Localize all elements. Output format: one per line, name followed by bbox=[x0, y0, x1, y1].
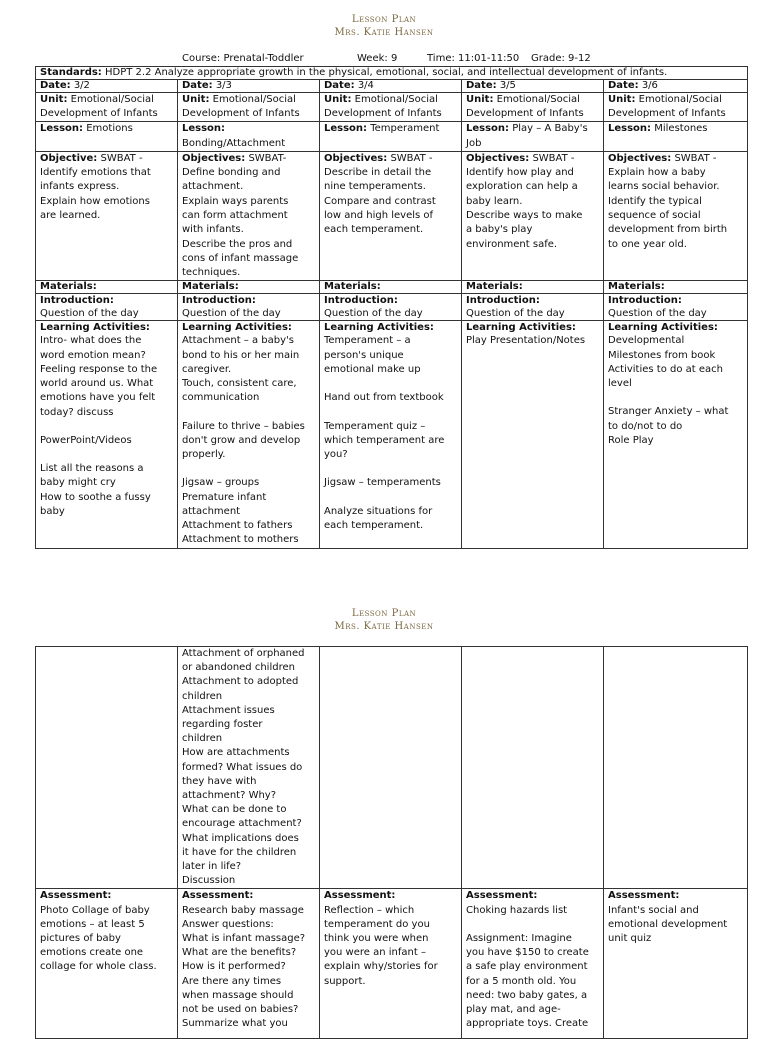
objective-text bbox=[40, 166, 173, 223]
learning-cell bbox=[36, 321, 178, 548]
date-label: Date: bbox=[40, 80, 71, 91]
assessment-label: Assessment: bbox=[324, 890, 396, 902]
date-cell bbox=[604, 80, 748, 93]
date-label: Date: bbox=[608, 80, 639, 91]
continued-line: How are attachments bbox=[182, 747, 290, 759]
learning-line bbox=[324, 377, 457, 391]
learning-line: word emotion mean? bbox=[40, 349, 146, 361]
objective-swbat: SWBAT - bbox=[97, 152, 143, 164]
learning-line: don't grow and develop bbox=[182, 434, 301, 446]
continued-line: it have for the children bbox=[182, 846, 297, 858]
grade-label: Grade: 9-12 bbox=[531, 53, 591, 64]
introduction-cell bbox=[462, 294, 604, 321]
learning-line bbox=[182, 462, 315, 476]
empty-cell bbox=[604, 647, 748, 889]
introduction-value: Question of the day bbox=[466, 308, 565, 320]
assessment-line: emotional development bbox=[608, 918, 728, 930]
introduction-cell bbox=[320, 294, 462, 321]
assessment-label: Assessment: bbox=[466, 890, 538, 902]
objective-cell bbox=[462, 151, 604, 281]
introduction-label: Introduction: bbox=[466, 295, 540, 307]
learning-line: to do/not to do bbox=[608, 420, 683, 432]
learning-line: emotional make up bbox=[324, 363, 421, 375]
date-value: 3/3 bbox=[215, 80, 232, 91]
learning-line: attachment bbox=[182, 505, 241, 517]
unit-row bbox=[36, 93, 748, 122]
continued-line: or abandoned children bbox=[182, 662, 295, 674]
unit-value-line: Development of Infants bbox=[40, 108, 158, 120]
date-value: 3/5 bbox=[499, 80, 516, 91]
objective-line: Describe in detail the bbox=[324, 167, 432, 179]
learning-line: Intro- what does the bbox=[40, 335, 142, 347]
continued-row bbox=[36, 647, 748, 889]
objective-line: Define bonding and bbox=[182, 167, 281, 179]
objective-line: are learned. bbox=[40, 210, 101, 221]
learning-cell bbox=[178, 321, 320, 548]
learning-line: Feeling response to the bbox=[40, 363, 158, 375]
assessment-line: explain why/stories for bbox=[324, 961, 438, 973]
unit-cell bbox=[36, 93, 178, 122]
objective-cell bbox=[604, 151, 748, 281]
learning-line: bond to his or her main bbox=[182, 349, 300, 361]
learning-line: baby bbox=[40, 505, 65, 517]
learning-line: today? discuss bbox=[40, 406, 114, 418]
continued-line: What can be done to bbox=[182, 804, 287, 816]
objective-label: Objectives: bbox=[182, 152, 246, 164]
lesson-value: Play – A Baby's bbox=[512, 123, 588, 135]
objective-label: Objectives: bbox=[324, 152, 388, 164]
assessment-line: for a 5 month old. You bbox=[466, 975, 577, 987]
materials-label: Materials: bbox=[324, 281, 381, 293]
date-value: 3/2 bbox=[73, 80, 90, 91]
learning-line: Premature infant bbox=[182, 491, 267, 503]
time-label: Time: 11:01-11:50 bbox=[427, 53, 520, 64]
lesson-cell bbox=[36, 122, 178, 151]
objective-line: to one year old. bbox=[608, 238, 687, 250]
materials-row bbox=[36, 281, 748, 294]
lesson-label: Lesson: bbox=[466, 123, 510, 135]
objective-line: infants express. bbox=[40, 181, 120, 193]
continued-line: formed? What issues do bbox=[182, 761, 303, 773]
course-label: Course: Prenatal-Toddler bbox=[182, 53, 304, 64]
materials-cell bbox=[462, 281, 604, 294]
introduction-label: Introduction: bbox=[608, 295, 682, 307]
objective-line: Describe ways to make bbox=[466, 210, 583, 221]
assessment-line bbox=[466, 918, 599, 932]
assessment-line: Photo Collage of baby bbox=[40, 904, 150, 916]
objective-line: Identify how play and bbox=[466, 167, 574, 179]
objective-line: techniques. bbox=[182, 267, 241, 279]
assessment-line: a safe play environment bbox=[466, 961, 588, 973]
learning-line: communication bbox=[182, 392, 260, 404]
assessment-line: Infant's social and bbox=[608, 904, 699, 916]
continued-line: children bbox=[182, 733, 223, 745]
assessment-line: collage for whole class. bbox=[40, 961, 157, 973]
page2-teacher: Mrs. Katie Hansen bbox=[334, 621, 434, 632]
assessment-line: Choking hazards list bbox=[466, 904, 568, 916]
unit-value: Emotional/Social bbox=[212, 94, 296, 105]
continued-line: What implications does bbox=[182, 832, 299, 844]
lesson-label: Lesson: bbox=[40, 123, 84, 135]
lesson-value: Emotions bbox=[86, 123, 133, 135]
objective-line: cons of infant massage bbox=[182, 252, 299, 264]
materials-cell bbox=[178, 281, 320, 294]
learning-line: level bbox=[608, 378, 632, 390]
materials-cell bbox=[320, 281, 462, 294]
learning-line: caregiver. bbox=[182, 363, 232, 375]
date-label: Date: bbox=[466, 80, 497, 91]
objective-line: sequence of social bbox=[608, 210, 701, 221]
learning-label: Learning Activities: bbox=[324, 322, 434, 334]
objective-line: environment safe. bbox=[466, 238, 558, 250]
standards-label: Standards: bbox=[40, 67, 102, 78]
continued-line: they have with bbox=[182, 775, 257, 787]
objective-swbat: SWBAT- bbox=[245, 152, 287, 164]
date-label: Date: bbox=[324, 80, 355, 91]
unit-cell bbox=[462, 93, 604, 122]
learning-line: Temperament quiz – bbox=[324, 420, 426, 432]
continued-line: encourage attachment? bbox=[182, 818, 302, 830]
date-cell bbox=[36, 80, 178, 93]
objective-cell bbox=[320, 151, 462, 281]
assessment-row bbox=[36, 889, 748, 1039]
objective-line: with infants. bbox=[182, 224, 244, 236]
learning-line: Touch, consistent care, bbox=[182, 378, 297, 390]
page1-title: Lesson Plan bbox=[351, 14, 417, 25]
learning-line: Milestones from book bbox=[608, 349, 716, 361]
unit-value-line: Development of Infants bbox=[466, 108, 584, 120]
learning-line: Developmental bbox=[608, 335, 685, 347]
learning-line: you? bbox=[324, 449, 348, 461]
lesson-cell bbox=[604, 122, 748, 151]
unit-value-line: Development of Infants bbox=[324, 108, 442, 120]
objective-label: Objectives: bbox=[466, 152, 530, 164]
unit-label: Unit: bbox=[40, 94, 68, 105]
objective-line: nine temperaments. bbox=[324, 181, 426, 193]
date-value: 3/6 bbox=[641, 80, 658, 91]
objective-line: Describe the pros and bbox=[182, 238, 293, 250]
objective-line: development from birth bbox=[608, 224, 728, 236]
assessment-line: you have $150 to create bbox=[466, 947, 589, 959]
continued-line: attachment? Why? bbox=[182, 790, 277, 802]
assessment-line: think you were when bbox=[324, 933, 429, 945]
empty-cell bbox=[36, 647, 178, 889]
learning-line: Attachment to mothers bbox=[182, 534, 299, 546]
assessment-line: Research baby massage bbox=[182, 904, 304, 916]
continued-line: later in life? bbox=[182, 861, 242, 873]
introduction-value: Question of the day bbox=[608, 308, 707, 320]
unit-value: Emotional/Social bbox=[70, 94, 154, 105]
unit-label: Unit: bbox=[466, 94, 494, 105]
assessment-line: What is infant massage? bbox=[182, 933, 306, 945]
date-cell bbox=[462, 80, 604, 93]
objective-swbat: SWBAT - bbox=[387, 152, 433, 164]
assessment-line: need: two baby gates, a bbox=[466, 989, 588, 1001]
lesson-cell bbox=[178, 122, 320, 151]
learning-cell bbox=[604, 321, 748, 548]
objective-line: exploration can help a bbox=[466, 181, 578, 193]
learning-label: Learning Activities: bbox=[40, 322, 150, 334]
learning-line bbox=[324, 491, 457, 505]
assessment-label: Assessment: bbox=[608, 890, 680, 902]
continued-line: children bbox=[182, 690, 223, 702]
objective-cell bbox=[178, 151, 320, 281]
objective-label: Objective: bbox=[40, 152, 98, 164]
page2-title: Lesson Plan bbox=[351, 608, 417, 619]
objective-text bbox=[182, 166, 315, 280]
learning-line: properly. bbox=[182, 449, 226, 461]
assessment-cell bbox=[604, 889, 748, 1039]
learning-line: world around us. What bbox=[40, 378, 154, 390]
introduction-row bbox=[36, 294, 748, 321]
objective-swbat: SWBAT - bbox=[529, 152, 575, 164]
continued-line: Attachment issues bbox=[182, 704, 275, 716]
empty-cell bbox=[320, 647, 462, 889]
unit-label: Unit: bbox=[182, 94, 210, 105]
assessment-line: when massage should bbox=[182, 989, 294, 1001]
objective-text bbox=[466, 166, 599, 252]
assessment-line: support. bbox=[324, 975, 366, 987]
objective-row bbox=[36, 151, 748, 281]
objective-line: Explain ways parents bbox=[182, 195, 289, 207]
learning-line: Attachment to fathers bbox=[182, 520, 293, 532]
learning-line: Failure to thrive – babies bbox=[182, 420, 305, 432]
learning-line: person's unique bbox=[324, 349, 404, 361]
objective-label: Objectives: bbox=[608, 152, 672, 164]
assessment-line: pictures of baby bbox=[40, 933, 121, 945]
learning-line: Temperament – a bbox=[324, 335, 411, 347]
continued-line: Discussion bbox=[182, 875, 236, 887]
empty-cell bbox=[462, 647, 604, 889]
continued-line: Attachment to adopted bbox=[182, 676, 299, 688]
learning-label: Learning Activities: bbox=[466, 322, 576, 334]
introduction-value: Question of the day bbox=[40, 308, 139, 320]
assessment-line: temperament do you bbox=[324, 918, 430, 930]
standards-cell bbox=[36, 67, 748, 80]
objective-line: learns social behavior. bbox=[608, 181, 720, 193]
objective-line: Compare and contrast bbox=[324, 195, 436, 207]
introduction-label: Introduction: bbox=[324, 295, 398, 307]
learning-line bbox=[324, 405, 457, 419]
assessment-line: appropriate toys. Create bbox=[466, 1018, 589, 1030]
learning-cell bbox=[320, 321, 462, 548]
unit-value: Emotional/Social bbox=[496, 94, 580, 105]
assessment-line: play mat, and age- bbox=[466, 1004, 561, 1016]
assessment-line: Assignment: Imagine bbox=[466, 933, 572, 945]
unit-value-line: Development of Infants bbox=[608, 108, 726, 120]
learning-line: List all the reasons a bbox=[40, 463, 144, 475]
unit-cell bbox=[604, 93, 748, 122]
learning-line bbox=[324, 462, 457, 476]
unit-cell bbox=[320, 93, 462, 122]
date-label: Date: bbox=[182, 80, 213, 91]
standards-text: HDPT 2.2 Analyze appropriate growth in the physical, emotional, social, and intellectual development of infants. bbox=[104, 67, 668, 78]
materials-cell bbox=[604, 281, 748, 294]
unit-value-line: Development of Infants bbox=[182, 108, 300, 120]
objective-line: low and high levels of bbox=[324, 210, 434, 221]
lesson-label: Lesson: bbox=[182, 123, 226, 135]
assessment-line: Reflection – which bbox=[324, 904, 415, 916]
unit-label: Unit: bbox=[324, 94, 352, 105]
learning-line bbox=[40, 420, 173, 434]
assessment-line: unit quiz bbox=[608, 933, 652, 945]
objective-line: each temperament. bbox=[324, 224, 424, 236]
assessment-cell bbox=[178, 889, 320, 1039]
objective-line: Identify emotions that bbox=[40, 167, 151, 179]
introduction-value: Question of the day bbox=[324, 308, 423, 320]
introduction-value: Question of the day bbox=[182, 308, 281, 320]
objective-text bbox=[324, 166, 457, 237]
introduction-cell bbox=[178, 294, 320, 321]
assessment-label: Assessment: bbox=[182, 890, 254, 902]
lesson-cell bbox=[320, 122, 462, 151]
learning-cell bbox=[462, 321, 604, 548]
learning-line: PowerPoint/Videos bbox=[40, 434, 132, 446]
objective-line: a baby's play bbox=[466, 224, 533, 236]
assessment-cell bbox=[320, 889, 462, 1039]
learning-line bbox=[608, 391, 743, 405]
lesson-plan-table-continued bbox=[35, 646, 748, 1039]
lesson-cell bbox=[462, 122, 604, 151]
lesson-label: Lesson: bbox=[608, 123, 652, 135]
learning-line: Hand out from textbook bbox=[324, 392, 444, 404]
lesson-plan-table bbox=[35, 66, 748, 549]
assessment-line: Summarize what you bbox=[182, 1018, 288, 1030]
introduction-label: Introduction: bbox=[40, 295, 114, 307]
learning-line bbox=[40, 448, 173, 462]
objective-line: Explain how a baby bbox=[608, 167, 706, 179]
unit-value: Emotional/Social bbox=[354, 94, 438, 105]
date-cell bbox=[320, 80, 462, 93]
objective-swbat: SWBAT - bbox=[671, 152, 717, 164]
objective-line: attachment. bbox=[182, 181, 244, 193]
materials-label: Materials: bbox=[182, 281, 239, 293]
unit-label: Unit: bbox=[608, 94, 636, 105]
objective-line: can form attachment bbox=[182, 210, 288, 221]
standards-row bbox=[36, 67, 748, 80]
lesson-value: Milestones bbox=[654, 123, 708, 135]
assessment-line: emotions create one bbox=[40, 947, 144, 959]
date-cell bbox=[178, 80, 320, 93]
objective-line: baby learn. bbox=[466, 195, 523, 207]
objective-cell bbox=[36, 151, 178, 281]
learning-label: Learning Activities: bbox=[608, 322, 718, 334]
materials-label: Materials: bbox=[40, 281, 97, 293]
learning-line: Attachment – a baby's bbox=[182, 335, 294, 347]
objective-text bbox=[608, 166, 743, 252]
continued-line: Attachment of orphaned bbox=[182, 648, 305, 659]
assessment-label: Assessment: bbox=[40, 890, 112, 902]
continued-learning-cell bbox=[178, 647, 320, 889]
assessment-line: not be used on babies? bbox=[182, 1004, 299, 1016]
materials-cell bbox=[36, 281, 178, 294]
learning-line: Analyze situations for bbox=[324, 505, 433, 517]
lesson-value-line: Job bbox=[466, 137, 482, 149]
introduction-cell bbox=[36, 294, 178, 321]
unit-cell bbox=[178, 93, 320, 122]
introduction-label: Introduction: bbox=[182, 295, 256, 307]
assessment-line: emotions – at least 5 bbox=[40, 918, 145, 930]
learning-line: emotions have you felt bbox=[40, 392, 156, 404]
objective-line: Explain how emotions bbox=[40, 195, 150, 207]
page1-teacher: Mrs. Katie Hansen bbox=[334, 27, 434, 38]
assessment-line: How is it performed? bbox=[182, 961, 286, 973]
learning-line bbox=[182, 406, 315, 420]
assessment-line: Answer questions: bbox=[182, 918, 274, 930]
learning-label: Learning Activities: bbox=[182, 322, 292, 334]
materials-label: Materials: bbox=[466, 281, 523, 293]
learning-line: baby might cry bbox=[40, 477, 116, 489]
materials-label: Materials: bbox=[608, 281, 665, 293]
learning-line: Jigsaw – temperaments bbox=[324, 477, 441, 489]
assessment-line: Are there any times bbox=[182, 975, 282, 987]
learning-line: Play Presentation/Notes bbox=[466, 335, 586, 347]
assessment-cell bbox=[36, 889, 178, 1039]
learning-line: Role Play bbox=[608, 434, 654, 446]
lesson-value: Temperament bbox=[370, 123, 440, 135]
learning-line: Jigsaw – groups bbox=[182, 477, 260, 489]
learning-activities-row bbox=[36, 321, 748, 548]
learning-line: Activities to do at each bbox=[608, 363, 724, 375]
assessment-cell bbox=[462, 889, 604, 1039]
learning-line: which temperament are bbox=[324, 434, 445, 446]
introduction-cell bbox=[604, 294, 748, 321]
lesson-row bbox=[36, 122, 748, 151]
date-value: 3/4 bbox=[357, 80, 374, 91]
lesson-value-line: Bonding/Attachment bbox=[182, 137, 286, 149]
date-row bbox=[36, 80, 748, 93]
learning-line: How to soothe a fussy bbox=[40, 491, 151, 503]
assessment-line: you were an infant – bbox=[324, 947, 426, 959]
learning-line: each temperament. bbox=[324, 520, 424, 532]
assessment-line: What are the benefits? bbox=[182, 947, 297, 959]
objective-line: Identify the typical bbox=[608, 195, 702, 207]
week-label: Week: 9 bbox=[357, 53, 398, 64]
continued-line: regarding foster bbox=[182, 719, 263, 731]
lesson-label: Lesson: bbox=[324, 123, 368, 135]
unit-value: Emotional/Social bbox=[638, 94, 722, 105]
learning-line: Stranger Anxiety – what bbox=[608, 406, 729, 418]
